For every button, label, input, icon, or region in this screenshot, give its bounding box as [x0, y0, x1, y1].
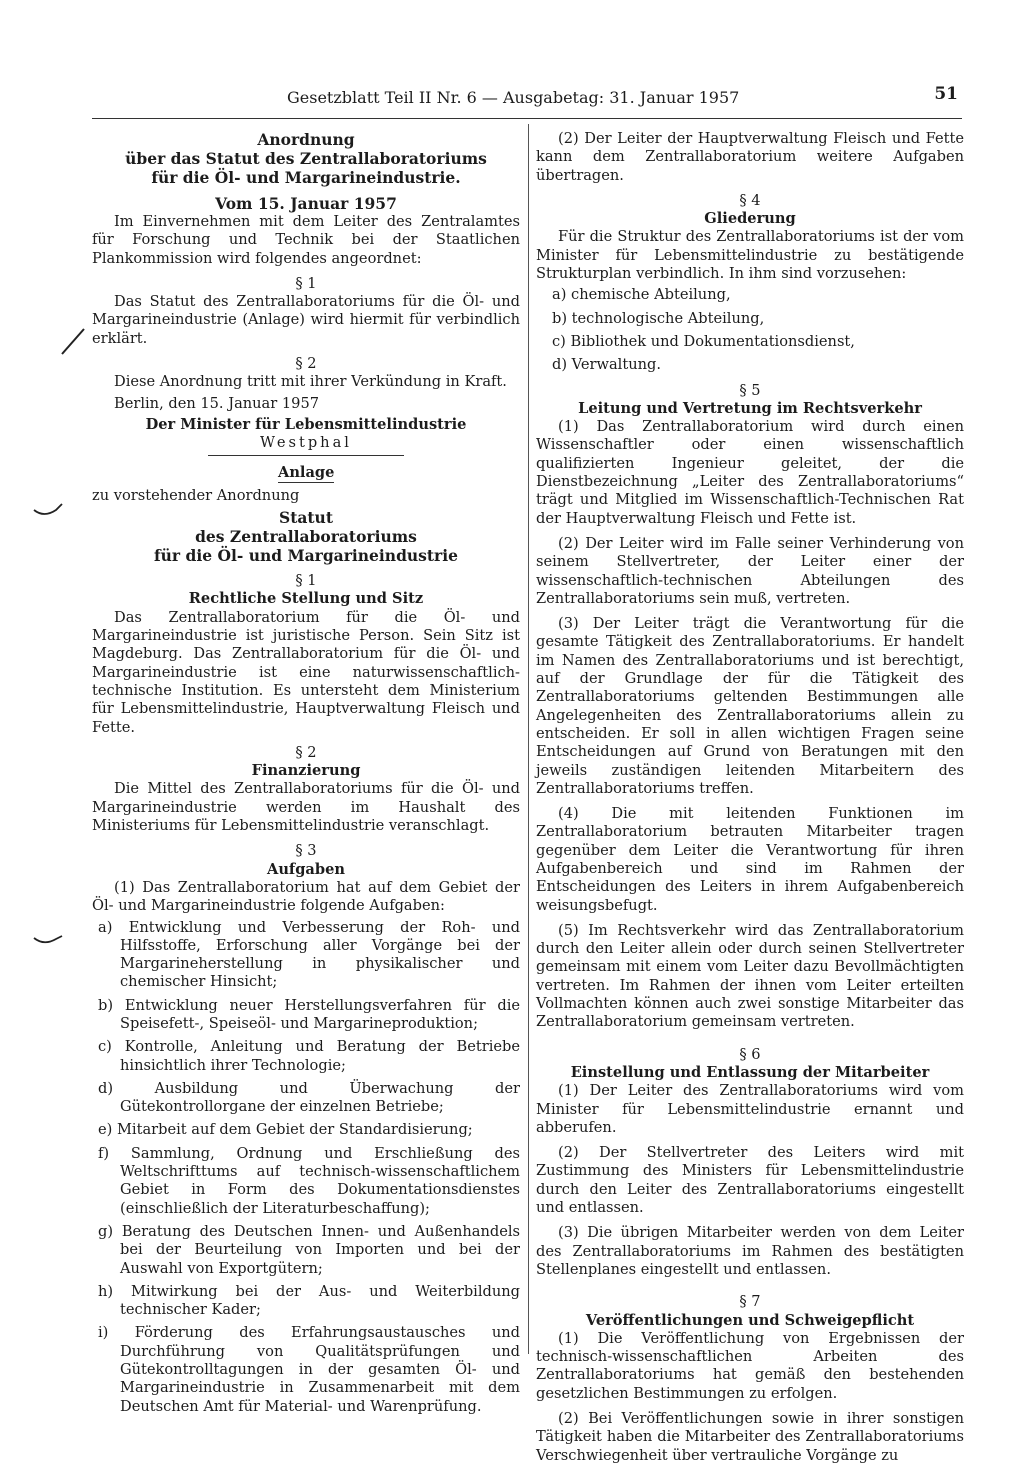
section-2-text: Diese Anordnung tritt mit ihrer Verkündung in Kraft.: [114, 373, 507, 391]
margin-tick-mark: [32, 500, 66, 520]
list-item: a) Entwicklung und Verbesserung der Roh- und Hilfsstoffe, Erforschung aller Vorgänge bei der Margarineherstellung in physikalischer und chemischer Hinsicht;: [98, 918, 520, 991]
anordnung-date: Vom 15. Januar 1957: [215, 194, 397, 213]
section-5-para-1: (1) Das Zentrallaboratorium wird durch einen Wissenschaftler oder einen wissenschaftlich qualifizierten Ingenieur geleitet, der die Dienstbezeichnung „Leiter des Zentrallaboratoriums“ trägt und Mitglied im Wissenschaftlich-Technischen Rat der Hauptverwaltung Fleisch und Fette ist.: [536, 418, 964, 527]
left-column: [92, 130, 520, 1421]
header-title: Gesetzblatt Teil II Nr. 6 — Ausgabetag: 31. Januar 1957: [287, 88, 740, 107]
minister-title: Der Minister für Lebensmittelindustrie: [145, 415, 467, 433]
margin-slash-mark: [58, 326, 88, 356]
statut-section-4-title: Gliederung: [704, 210, 796, 228]
section-1-text: Das Statut des Zentrallaboratoriums für die Öl- und Margarineindustrie (Anlage) wird hiermit für verbindlich erklärt.: [92, 293, 520, 347]
right-column: [536, 130, 964, 1468]
section-7-para-1: (1) Die Veröffentlichung von Ergebnissen der technisch-wissenschaftlichen Arbeiten des Zentrallaboratoriums hat gemäß den bestehenden gesetzlichen Bestimmungen zu erfolgen.: [536, 1329, 964, 1402]
list-item: c) Bibliothek und Dokumentationsdienst,: [552, 332, 855, 350]
list-item: b) Entwicklung neuer Herstellungsverfahren für die Speisefett-, Speiseöl- und Margarineproduktion;: [98, 996, 520, 1032]
statut-section-1-text: Das Zentrallaboratorium für die Öl- und Margarineindustrie ist juristische Person. Sein Sitz ist Magdeburg. Das Zentrallaboratorium für die Öl- und Margarineindustrie ist eine naturwissenschaftlich-technische Institution. Es untersteht dem Ministerium für Lebensmittelindustrie, Hauptverwaltung Fleisch und Fette.: [92, 608, 520, 736]
statut-section-7-title: Veröffentlichungen und Schweigepflicht: [585, 1311, 915, 1329]
list-item: d) Verwaltung.: [552, 356, 661, 374]
list-item: h) Mitwirkung bei der Aus- und Weiterbildung technischer Kader;: [98, 1282, 520, 1319]
section-5-para-5: (5) Im Rechtsverkehr wird das Zentrallaboratorium durch den Leiter allein oder durch seinen Stellvertreter gemeinsam mit einem vom Leiter dazu Bevollmächtigten vertreten. Im Rahmen der ihnen vom Leiter erteilten Vollmachten können auch zwei sonstige Mitarbeiter das Zentrallaboratorium gemeinsam vertreten.: [536, 921, 964, 1031]
place-date: Berlin, den 15. Januar 1957: [114, 394, 320, 412]
section-1-heading: § 1: [295, 274, 317, 292]
statut-section-2-heading: § 2: [295, 743, 317, 761]
structure-list: [536, 286, 964, 374]
list-item: c) Kontrolle, Anleitung und Beratung der Betriebe hinsichtlich ihrer Technologie;: [98, 1038, 520, 1074]
anordnung-title: Anordnung über das Statut des Zentrallaboratoriums für die Öl- und Margarineindustrie.: [125, 130, 487, 187]
anlage-heading: Anlage: [278, 464, 334, 483]
list-item: f) Sammlung, Ordnung und Erschließung des Weltschrifttums auf technisch-wissenschaftlichem Gebiet in Form des Dokumentationsdienstes (einschließlich der Literaturbeschaffung);: [98, 1144, 520, 1217]
statut-section-6-heading: § 6: [739, 1045, 761, 1063]
list-item: e) Mitarbeit auf dem Gebiet der Standardisierung;: [98, 1121, 473, 1139]
list-item: b) technologische Abteilung,: [552, 309, 765, 327]
tasks-list: [92, 919, 520, 1416]
statut-section-4-heading: § 4: [739, 191, 761, 209]
list-item: i) Förderung des Erfahrungsaustausches und Durchführung von Qualitätsprüfungen und Gütekontrolltagungen in der gesamten Öl- und Margarineindustrie in Zusammenarbeit mit dem Deutschen Amt für Material- und Warenprüfung.: [98, 1324, 520, 1415]
statut-section-7-heading: § 7: [739, 1293, 761, 1311]
statut-section-5-heading: § 5: [739, 381, 761, 399]
statut-title: Statut des Zentrallaboratoriums für die Öl- und Margarineindustrie: [154, 508, 458, 566]
signature-name: Westphal: [260, 434, 352, 452]
section-6-para-2: (2) Der Stellvertreter des Leiters wird mit Zustimmung des Ministers für Lebensmittelindustrie durch den Leiter des Zentrallaboratoriums eingestellt und entlassen.: [536, 1144, 964, 1217]
statut-section-5-title: Leitung und Vertretung im Rechtsverkehr: [578, 399, 922, 417]
section-5-para-3: (3) Der Leiter trägt die Verantwortung für die gesamte Tätigkeit des Zentrallaboratoriums. Er handelt im Namen des Zentrallaboratoriums und ist berechtigt, auf der Grundlage der für die Tätigkeit des Zentrallaboratoriums geltenden Bestimmungen alle Angelegenheiten des Zentrallaboratoriums allein zu entscheiden. Er soll in allen wichtigen Fragen seine Entscheidungen auf Grund von Beratungen mit den jeweils zuständigen leitenden Mitarbeitern des Zentrallaboratoriums treffen.: [536, 615, 964, 797]
column-divider: [528, 124, 529, 1354]
statut-section-4-text: Für die Struktur des Zentrallaboratoriums ist der vom Minister für Lebensmittelindustrie zu bestätigende Strukturplan verbindlich. In ihm sind vorzusehen:: [536, 228, 964, 283]
separator-rule: [208, 455, 404, 456]
statut-section-2-title: Finanzierung: [251, 762, 361, 780]
section-6-para-3: (3) Die übrigen Mitarbeiter werden von dem Leiter des Zentrallaboratoriums im Rahmen des bestätigten Stellenplanes eingestellt und entlassen.: [536, 1224, 964, 1278]
section-5-para-4: (4) Die mit leitenden Funktionen im Zentrallaboratorium betrauten Mitarbeiter tragen gegenüber dem Leiter die Verantwortung für ihren Aufgabenbereich und sind im Rahmen der Entscheidungen des Leiters in ihrem Aufgabenbereich weisungsbefugt.: [536, 805, 964, 914]
anlage-subtitle: zu vorstehender Anordnung: [92, 486, 300, 504]
list-item: g) Beratung des Deutschen Innen- und Außenhandels bei der Beurteilung von Importen und bei der Auswahl von Exportgütern;: [98, 1222, 520, 1277]
statut-section-3-heading: § 3: [295, 842, 317, 860]
margin-tick-mark-2: [32, 930, 66, 950]
section-2-heading: § 2: [295, 355, 317, 373]
list-item: d) Ausbildung und Überwachung der Gütekontrollorgane der einzelnen Betriebe;: [98, 1079, 520, 1116]
statut-section-2-text: Die Mittel des Zentrallaboratoriums für die Öl- und Margarineindustrie werden im Haushalt des Ministeriums für Lebensmittelindustrie veranschlagt.: [92, 780, 520, 835]
statut-section-1-heading: § 1: [295, 572, 317, 590]
list-item: a) chemische Abteilung,: [552, 286, 731, 304]
page-header: [92, 84, 962, 119]
statut-section-6-title: Einstellung und Entlassung der Mitarbeiter: [570, 1063, 930, 1081]
intro-paragraph: Im Einvernehmen mit dem Leiter des Zentralamtes für Forschung und Technik bei der Staatlichen Plankommission wird folgendes angeordnet:: [92, 213, 520, 267]
section-7-para-2: (2) Bei Veröffentlichungen sowie in ihrer sonstigen Tätigkeit haben die Mitarbeiter des Zentrallaboratoriums Verschwiegenheit über vertrauliche Vorgänge zu: [536, 1410, 964, 1464]
page-number: 51: [934, 84, 958, 104]
statut-section-3-title: Aufgaben: [267, 860, 345, 878]
statut-section-3-intro: (1) Das Zentrallaboratorium hat auf dem Gebiet der Öl- und Margarineindustrie folgende Aufgaben:: [92, 878, 520, 915]
section-5-para-2: (2) Der Leiter wird im Falle seiner Verhinderung von seinem Stellvertreter, der Leiter einer der wissenschaftlich-technischen Abteilungen des Zentrallaboratoriums sein muß, vertreten.: [536, 534, 964, 607]
section-3-para-2: (2) Der Leiter der Hauptverwaltung Fleisch und Fette kann dem Zentrallaboratorium weitere Aufgaben übertragen.: [536, 130, 964, 184]
statut-section-1-title: Rechtliche Stellung und Sitz: [188, 590, 424, 608]
section-6-para-1: (1) Der Leiter des Zentrallaboratoriums wird vom Minister für Lebensmittelindustrie ernannt und abberufen.: [536, 1082, 964, 1136]
